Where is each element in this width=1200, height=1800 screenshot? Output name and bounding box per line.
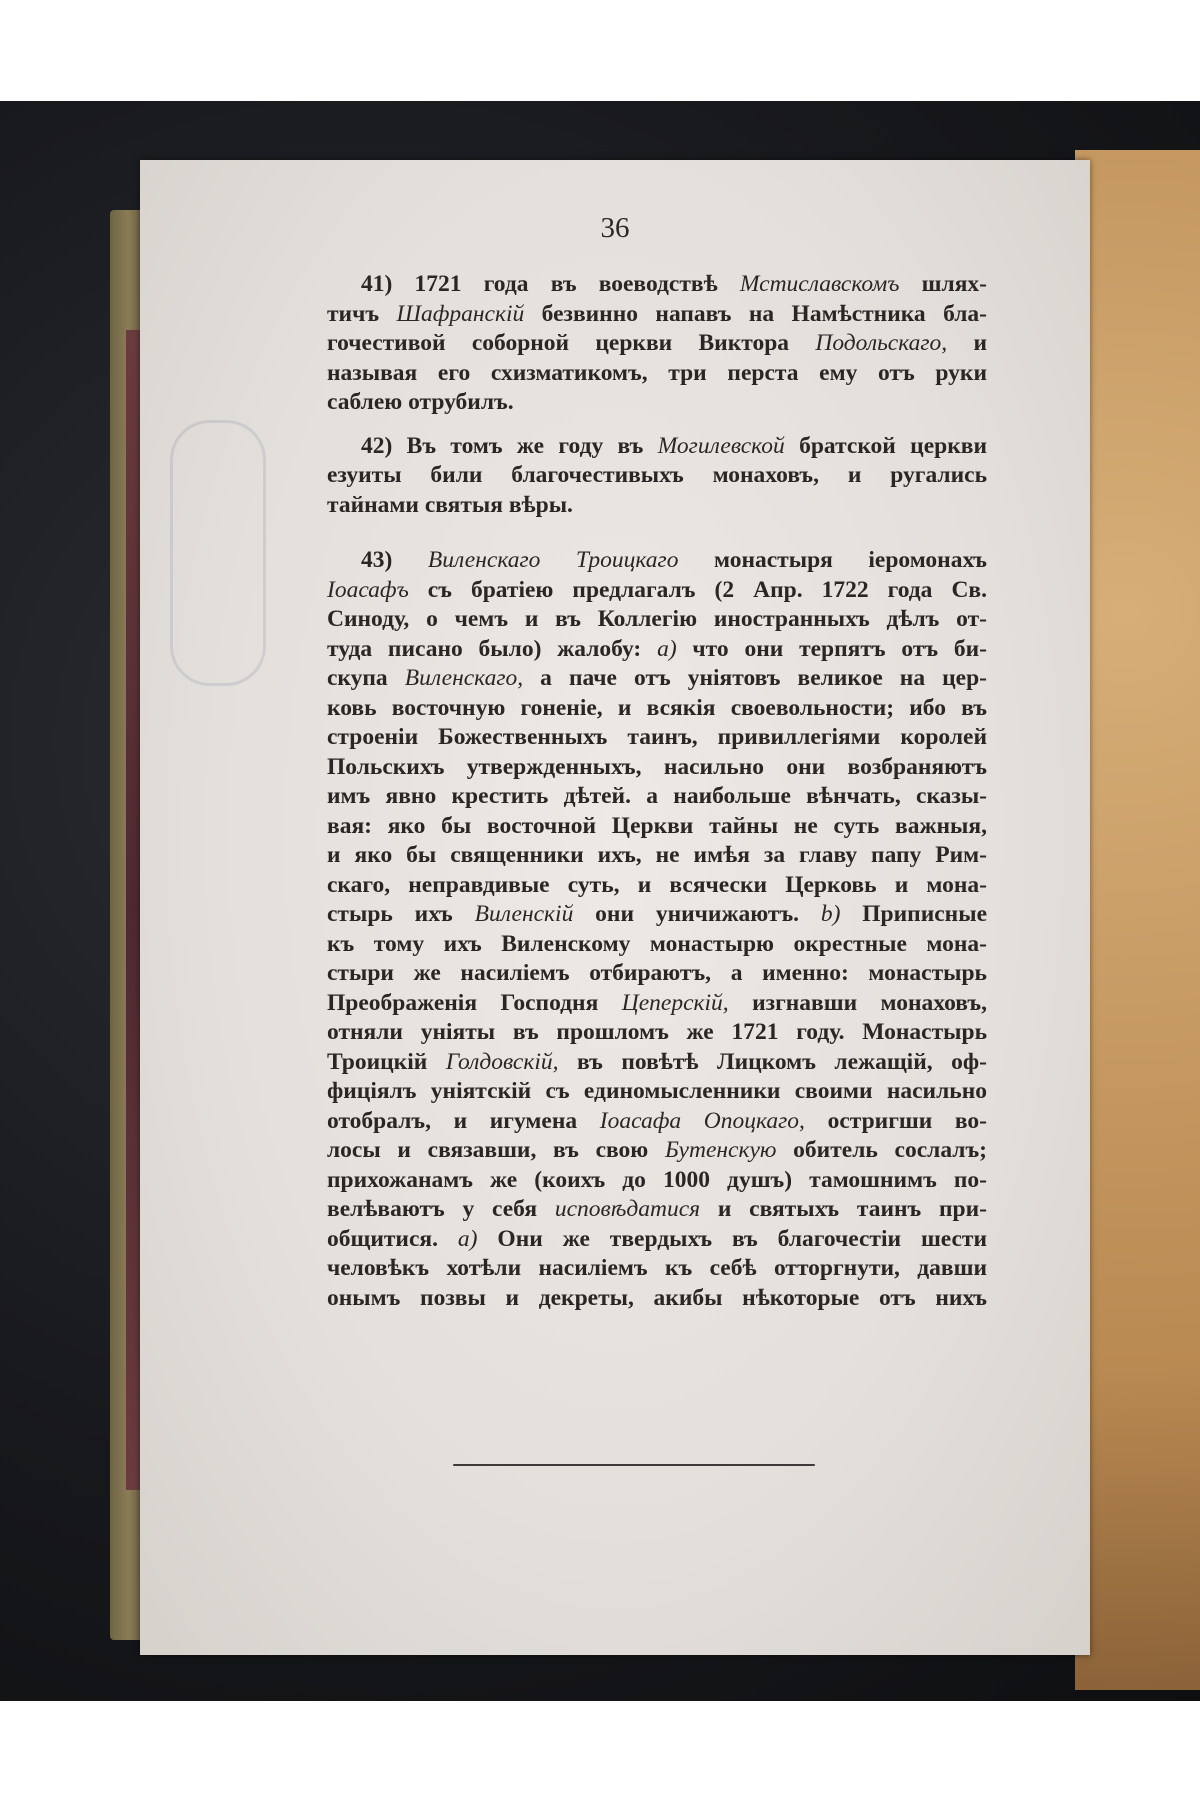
- text-segment: фиціялъ уніятскій съ единомысленники своими насильно: [327, 1078, 987, 1104]
- text-segment: езуиты били благочестивыхъ монаховъ, и ругались: [327, 462, 987, 488]
- italic-text: Могилевской: [657, 432, 785, 459]
- text-segment: братской церкви: [784, 432, 987, 459]
- text-segment: тичъ: [327, 300, 397, 327]
- end-rule: [453, 1464, 815, 1466]
- italic-text: Подольскаго,: [815, 330, 948, 356]
- text-segment: 42) Въ томъ же году въ: [361, 432, 658, 459]
- italic-text: Виленскаго,: [404, 665, 524, 691]
- text-line: [327, 432, 987, 462]
- text-line: [327, 546, 987, 576]
- italic-text: исповѣдатися: [554, 1196, 701, 1222]
- text-line: [327, 900, 987, 930]
- text-line: [327, 1136, 987, 1166]
- text-segment: туда писано было) жалобу:: [327, 635, 658, 662]
- text-segment: съ братіею предлагалъ (2 Апр. 1722 года Св.: [408, 576, 987, 603]
- text-segment: что они терпятъ отъ би-: [676, 635, 987, 662]
- text-segment: стырь ихъ: [327, 901, 475, 927]
- text-segment: человѣкъ хотѣли насиліемъ къ себѣ отторгнути, давши: [327, 1255, 987, 1281]
- text-line: [327, 1077, 987, 1107]
- text-segment: Преображенія Господня: [327, 989, 622, 1016]
- text-segment: скупа: [327, 665, 405, 691]
- text-line: [327, 664, 987, 694]
- text-segment: и яко бы священники ихъ, не имѣя за главу папу Рим-: [327, 842, 987, 868]
- text-line: [327, 782, 987, 812]
- text-segment: общитися.: [327, 1225, 458, 1252]
- text-segment: шлях-: [899, 271, 987, 297]
- page-number: 36: [600, 212, 630, 244]
- italic-text: Цеперскій,: [621, 989, 729, 1016]
- text-segment: строеніи Божественныхъ таинъ, привиллегіями королей: [327, 724, 987, 750]
- text-line: [327, 329, 987, 359]
- text-line: [327, 359, 987, 389]
- text-segment: 41) 1721 года въ воеводствѣ: [361, 271, 740, 297]
- text-line: [327, 1284, 987, 1314]
- text-segment: онымъ позвы и декреты, акибы нѣкоторые отъ нихъ: [327, 1284, 987, 1311]
- text-line: [327, 1107, 987, 1137]
- text-segment: обитель сослалъ;: [776, 1137, 987, 1163]
- page-text: [327, 270, 987, 1313]
- text-segment: тайнами святыя вѣры.: [327, 491, 573, 518]
- text-line: [327, 1195, 987, 1225]
- text-segment: лосы и связавши, въ свою: [327, 1137, 665, 1163]
- text-segment: велѣваютъ у себя: [327, 1196, 555, 1222]
- text-segment: прихожанамъ же (коихъ до 1000 душъ) тамошнимъ по-: [327, 1166, 987, 1193]
- text-segment: отняли уніяты въ прошломъ же 1721 году. Монастырь: [327, 1019, 987, 1045]
- text-segment: отобралъ, и игумена: [327, 1107, 600, 1134]
- text-line: [327, 930, 987, 960]
- text-line: [327, 694, 987, 724]
- text-segment: они уничижаютъ.: [573, 901, 821, 927]
- text-segment: къ тому ихъ Виленскому монастырю окрестные мона-: [327, 930, 987, 957]
- text-line: [327, 576, 987, 606]
- italic-text: Шафранскій: [396, 300, 525, 327]
- text-line: [327, 723, 987, 753]
- text-line: [327, 871, 987, 901]
- text-line: [327, 753, 987, 783]
- italic-text: а): [457, 1225, 478, 1252]
- text-line: [327, 461, 987, 491]
- text-segment: гочестивой соборной церкви Виктора: [327, 330, 816, 356]
- text-segment: Они же твердыхъ въ благочестіи шести: [477, 1225, 988, 1252]
- text-segment: стыри же насиліемъ отбираютъ, а именно: монастырь: [327, 960, 987, 986]
- italic-text: а): [657, 635, 677, 662]
- book-page: [140, 160, 1090, 1655]
- text-line: [327, 388, 987, 418]
- text-line: [327, 605, 987, 635]
- paragraph: [327, 546, 987, 1313]
- text-segment: и: [947, 330, 987, 356]
- text-line: [327, 1048, 987, 1078]
- text-segment: безвинно напавъ на Намѣстника бла-: [524, 300, 987, 327]
- text-line: [327, 300, 987, 330]
- text-line: [327, 270, 987, 300]
- text-segment: саблею отрубилъ.: [327, 389, 514, 415]
- text-line: [327, 491, 987, 521]
- italic-text: b): [820, 901, 841, 927]
- text-segment: скаго, неправдивые суть, и всячески Церковь и мона-: [327, 871, 987, 898]
- text-segment: въ повѣтѣ Лицкомъ лежащій, оф-: [558, 1048, 987, 1075]
- italic-text: Виленскаго Троицкаго: [427, 547, 679, 573]
- text-segment: Польскихъ утвержденныхъ, насильно они возбраняютъ: [327, 753, 987, 780]
- text-segment: Приписные: [840, 901, 987, 927]
- text-line: [327, 841, 987, 871]
- italic-text: Іоасафа Опоцкаго,: [599, 1107, 805, 1134]
- italic-text: Іоасафъ: [327, 576, 409, 603]
- text-segment: остригши во-: [804, 1107, 987, 1134]
- paragraph: [327, 432, 987, 521]
- text-segment: называя его схизматикомъ, три перста ему отъ руки: [327, 359, 987, 386]
- italic-text: Бутенскую: [664, 1137, 777, 1163]
- italic-text: Мстиславскомъ: [739, 271, 900, 297]
- facing-page-edge: [1075, 150, 1200, 1690]
- text-line: [327, 989, 987, 1019]
- text-segment: Троицкій: [327, 1048, 446, 1075]
- text-segment: ковь восточную гоненіе, и всякія своевольности; ибо въ: [327, 694, 987, 721]
- text-line: [327, 1225, 987, 1255]
- text-segment: и святыхъ таинъ при-: [700, 1196, 987, 1222]
- text-segment: имъ явно крестить дѣтей. а наибольше вѣнчать, сказы-: [327, 783, 987, 809]
- text-line: [327, 1254, 987, 1284]
- library-stamp: [170, 420, 266, 686]
- text-segment: вая: яко бы восточной Церкви тайны не суть важныя,: [327, 812, 987, 839]
- text-line: [327, 1166, 987, 1196]
- paragraph: [327, 270, 987, 418]
- italic-text: Виленскій: [474, 901, 574, 927]
- text-line: [327, 959, 987, 989]
- text-segment: изгнавши монаховъ,: [728, 989, 987, 1016]
- text-segment: 43): [361, 547, 428, 573]
- text-line: [327, 812, 987, 842]
- text-line: [327, 1018, 987, 1048]
- text-segment: Синоду, о чемъ и въ Коллегію иностранныхъ дѣлъ от-: [327, 606, 987, 632]
- text-segment: монастыря іеромонахъ: [678, 547, 988, 573]
- italic-text: Голдовскій,: [445, 1048, 559, 1075]
- text-segment: а паче отъ уніятовъ великое на цер-: [523, 665, 987, 691]
- text-line: [327, 635, 987, 665]
